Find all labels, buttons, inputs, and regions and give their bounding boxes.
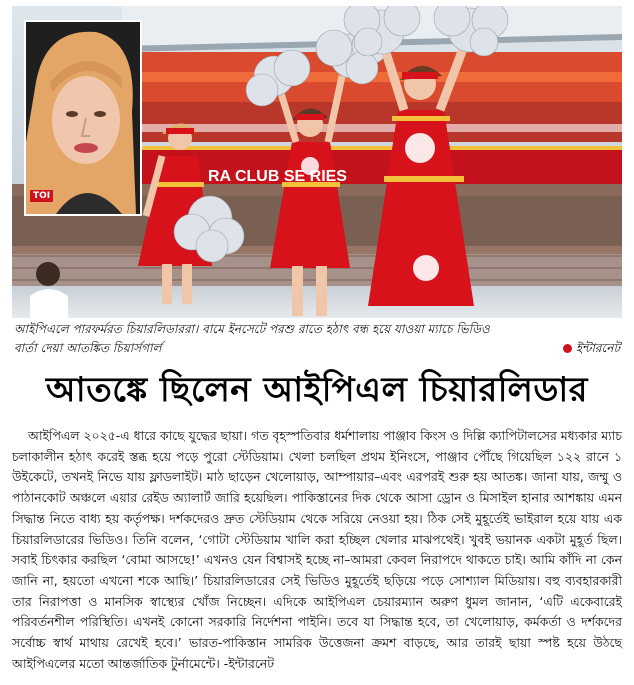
caption-line-1: আইপিএলে পারফর্মরত চিয়ারলিডাররা। বামে ইনসেটে পরশু রাতে হঠাৎ বন্ধ হয়ে যাওয়া ম্যাচে ভিডিও: [14, 322, 490, 336]
red-dot-icon: [563, 344, 572, 353]
inset-face: [26, 22, 140, 214]
article-paragraph: আইপিএল ২০২৫-এ ধারে কাছে যুদ্ধের ছায়া। গত বৃহস্পতিবার ধর্মশালায় পাঞ্জাব কিংস ও দিল্লি ক্যাপিটালসের মধ্যকার ম্যাচ চলাকালীন হঠাৎ করেই স্তব্ধ হয়ে পড়ে পুরো স্টেডিয়াম। খেলা চলছিল প্রথম ইনিংসে, পাঞ্জাব পৌঁছে গিয়েছিল ১২২ রানে ১ উইকেটে, তখনই নিভে যায় ফ্লাডলাইট। মাঠ ছাড়েন খেলোয়াড়, আম্পায়ার–এবং এরপরই শুরু হয় আতঙ্ক। জানা যায়, জম্মু ও পাঠানকোট অঞ্চলে এয়ার রেইড অ্যালার্ট জারি হয়েছিল। পাকিস্তানের দিক থেকে আসা ড্রোন ও মিসাইল হানার আশঙ্কায় এমন সিদ্ধান্ত নিতে বাধ্য হয় কর্তৃপক্ষ। দর্শকদেরও দ্রুত স্টেডিয়াম থেকে সরিয়ে নেওয়া হয়। ঠিক সেই মুহূর্তেই ভাইরাল হয়ে যায় এক চিয়ারলিডারের ভিডিও। তিনি বলেন, ‘গোটা স্টেডিয়াম খালি করা হচ্ছিল খেলার মাঝপথেই। খুবই ভয়ানক একটা মুহূর্ত ছিল। সবাই চিৎকার করছিল ‘বোমা আসছে!’ এখনও যেন বিশ্বাসই হচ্ছে না–আমরা কেবল নিরাপদে থাকতে চাই। আমি কাঁদি না কেন জানি না, হয়তো এখনো শকে আছি।’ চিয়ারলিডারের সেই ভিডিও মুহূর্তেই ছড়িয়ে পড়ে সোশ্যাল মিডিয়ায়। বহু ব্যবহারকারী তার নিরাপত্তা ও মানসিক স্বাস্থ্যের খোঁজ নিচ্ছেন। এদিকে আইপিএল চেয়ারম্যান অরুণ ধুমল জানান, ‘এটি একেবারেই পরিবর্তনশীল পরিস্থিতি। এখনই কোনো সরকারি নির্দেশনা পাইনি। তবে যা সিদ্ধান্ত হবে, তা খেলোয়াড়, কর্মকর্তা ও দর্শকদের সর্বোচ্চ স্বার্থ মাথায় রেখেই হবে।’ ভারত-পাকিস্তান সামরিক উত্তেজনা ক্রমশ বাড়ছে, আর তারই ছায়া স্পষ্ট হয়ে উঠছে আইপিএলের মতো আন্তর্জাতিক টুর্নামেন্টে। -ইন্টারনেট: [12, 428, 622, 671]
photo-credit: [563, 339, 620, 358]
photo-credit-text: ইন্টারনেট: [575, 341, 620, 355]
photo-caption: [14, 320, 620, 358]
toi-badge: TOI: [30, 190, 53, 202]
article-body: [12, 426, 622, 674]
caption-line-2: বার্তা দেয়া আতঙ্কিত চিয়ার্সগার্ল: [14, 341, 162, 355]
stadium-banner: RA CLUB SE RIES: [208, 168, 347, 185]
headline: আতঙ্কে ছিলেন আইপিএল চিয়ারলিডার: [46, 370, 588, 410]
cheerleaders-photo: [12, 6, 622, 318]
inset-photo: [24, 20, 142, 216]
